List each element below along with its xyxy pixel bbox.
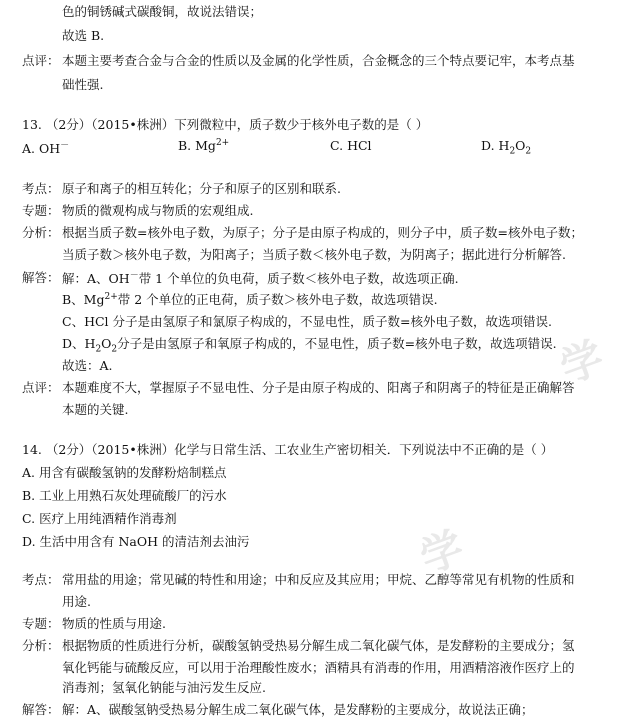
- zhuanti-label: 专题：: [22, 203, 60, 218]
- option-d[interactable]: D. $H_2O_2$: [481, 138, 532, 157]
- option-a[interactable]: A. OH－: [22, 141, 70, 157]
- document-page: 学 学 色的铜锈碱式碳酸铜，故说法错误； 故选 B. 点评： 本题主要考查合金与合金的性质以及金属的化学性质，合金概念的三个特点要记牢，本考点基 础性强. 13. （2分）（2015•株洲）下列微粒中，质子数少于核外电子数的是（ ） A. OH－ B. $Mg^{2+}$ C. HCl D. $H_2O_2$ 考点： 原子和离子的相互转化；分子和原子的区别和联系. 专题： 物质的微观构成与物质的宏观组成. 分析： 根据当质子数=核外电子数，为原子；分子是由原子构成的，则分子中，质子数=核外电子数； 当质子数＞核外电子数，为阳离子；当质子数＜核外电子数，为阴离子；据此进行分析解答. 解答： 解：A、OH－带 1 个单位的负电荷，质子数＜核外电子数，故选项正确. B、$Mg^{2+}$带 2 个单位的正电荷，质子数＞核外电子数，故选项错误. C、HCl 分子是由氢原子和氯原子构成的，不显电性，质子数=核外电子数，故选项错误. D、$H_2O_2$分子是由氢原子和氧原子构成的，不显电性，质子数=核外电子数，故选项错误. 故选：A. 点评： 本题难度不大，掌握原子不显电性、分子是由原子构成的、阳离子和阴离子的特征是正确解答 本题的关键. 14. （2分）（2015•株洲）化学与日常生活、工农业生产密切相关．下列说法中不正确的是（ ） A. 用含有碳酸氢钠的发酵粉焙制糕点 B. 工业上用熟石灰处理硫酸厂的污水 C. 医疗上用纯酒精作消毒剂 D. 生活中用含有 NaOH 的清洁剂去油污 考点： 常用盐的用途；常见碱的特性和用途；中和反应及其应用；甲烷、乙醇等常见有机物的性质和 用途. 专题： 物质的性质与用途. 分析： 根据物质的性质进行分析，碳酸氢钠受热易分解生成二氧化碳气体，是发酵粉的主要成分；氢 氧化钙能与硫酸反应，可以用于治理酸性废水；酒精具有消毒的作用，用酒精溶液作医疗上的 消毒剂；氢氧化钠能与油污发生反应. 解答： 解：A、碳酸氢钠受热易分解生成二氧化碳气体，是发酵粉的主要成分，故说法正确；: [22, 4, 610, 717]
- option-b[interactable]: B. $Mg^{2+}$: [178, 138, 230, 154]
- kaodian-label: 考点：: [22, 181, 60, 196]
- jieda-label: 解答：: [22, 702, 60, 717]
- watermark: 学: [553, 332, 610, 393]
- jieda-label: 解答：: [22, 270, 60, 285]
- watermark: 学: [413, 522, 470, 583]
- dianping-label: 点评：: [22, 380, 60, 395]
- zhuanti-label: 专题：: [22, 616, 60, 631]
- fenxi-label: 分析：: [22, 225, 60, 240]
- comment-label: 点评：: [22, 53, 60, 68]
- kaodian-label: 考点：: [22, 572, 60, 587]
- option-c[interactable]: C. HCl: [330, 138, 372, 153]
- fenxi-label: 分析：: [22, 638, 60, 653]
